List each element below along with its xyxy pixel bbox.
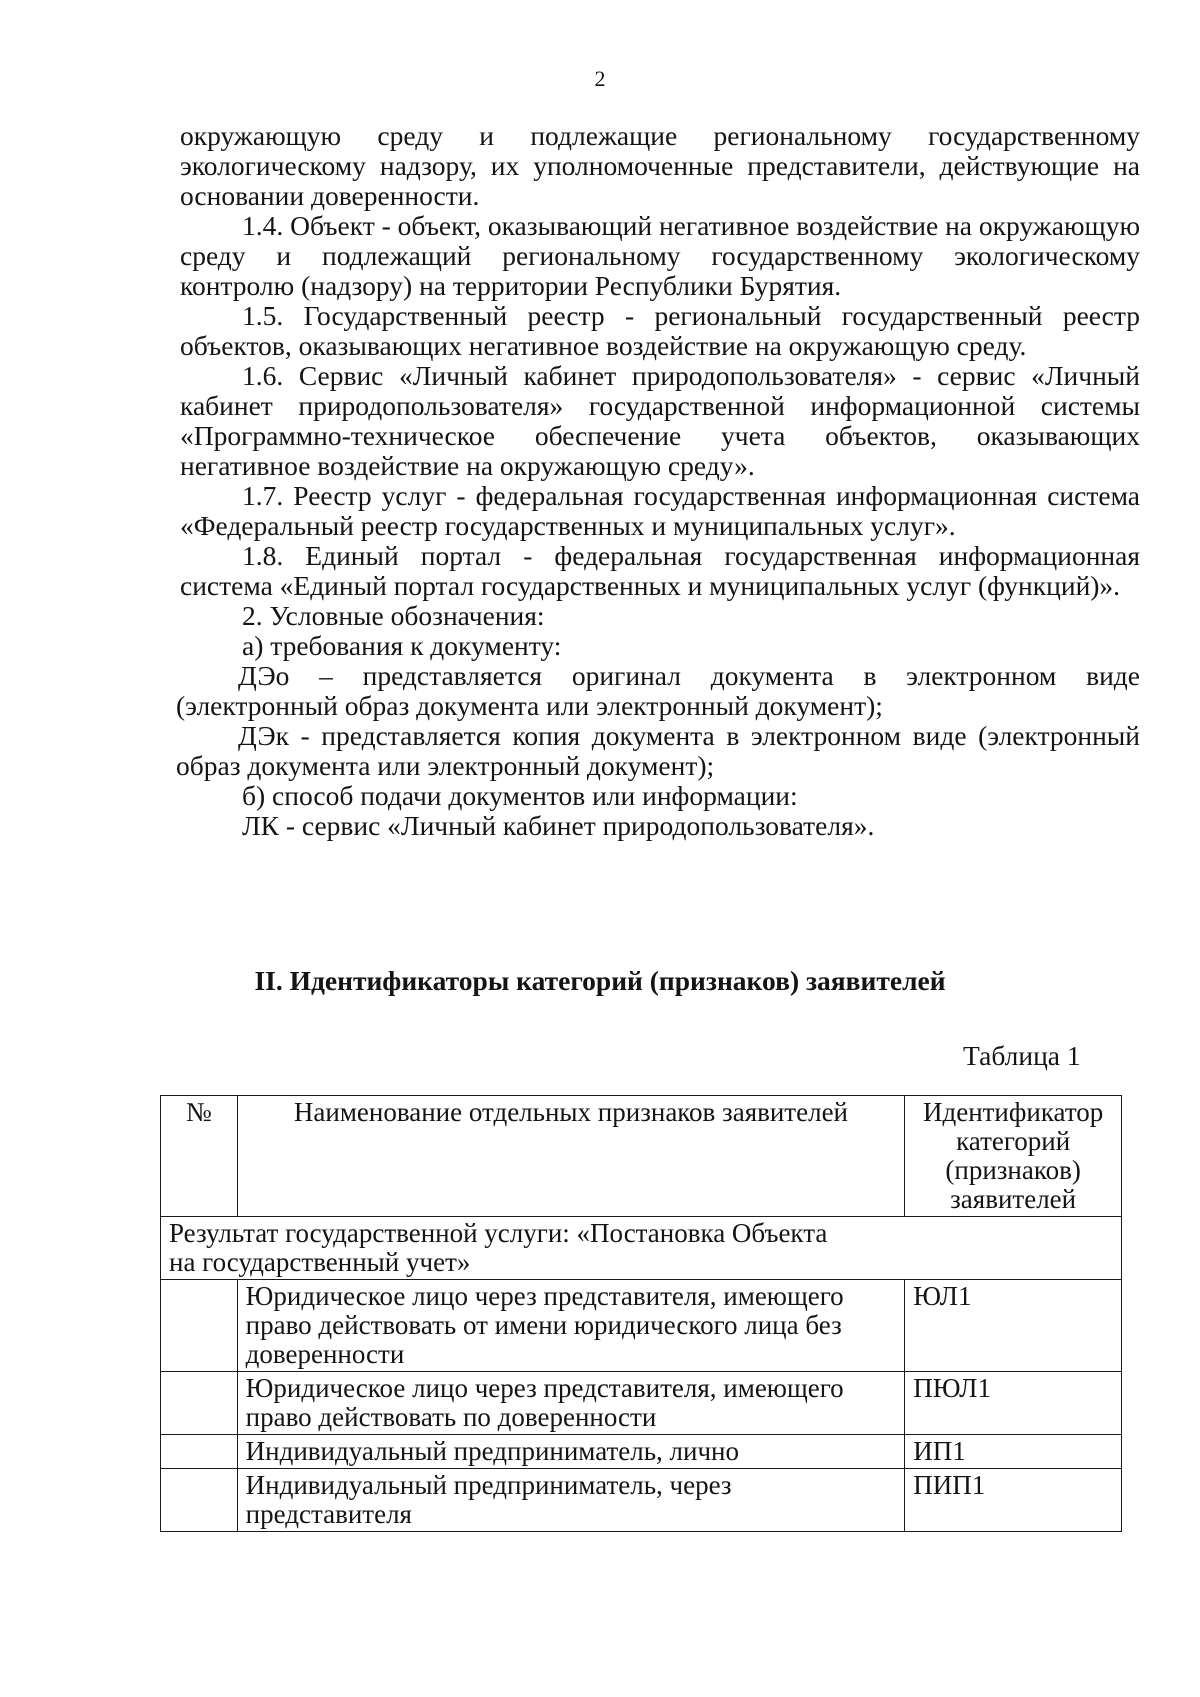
definition-personal-account: 1.6. Сервис «Личный кабинет природопользователя» - сервис «Личный кабинет природопользователя» государственной информационной системы «Программно-техническое обеспечение учета объектов, оказывающих негативное воздействие на окружающую среду». bbox=[180, 360, 1140, 481]
table-row bbox=[161, 1435, 1122, 1469]
definition-state-registry: 1.5. Государственный реестр - региональный государственный реестр объектов, оказывающих негативное воздействие на окружающую среду. bbox=[180, 300, 1140, 361]
page-number: 2 bbox=[594, 66, 606, 91]
row-identifier: ИП1 bbox=[905, 1435, 1122, 1469]
legend-deo: ДЭо – представляется оригинал документа в электронном виде (электронный образ документа или электронный документ); bbox=[176, 660, 1140, 721]
row-name: Индивидуальный предприниматель, через представителя bbox=[237, 1469, 905, 1532]
header-name: Наименование отдельных признаков заявителей bbox=[237, 1096, 905, 1217]
paragraph: окружающую среду и подлежащие региональному государственному экологическому надзору, их уполномоченные представители, действующие на основании доверенности. bbox=[180, 120, 1140, 211]
row-number bbox=[161, 1280, 238, 1372]
applicant-categories-table bbox=[160, 1095, 1122, 1532]
legend-dek: ДЭк - представляется копия документа в электронном виде (электронный образ документа или электронный документ); bbox=[176, 720, 1140, 781]
legend-title: 2. Условные обозначения: bbox=[242, 600, 545, 631]
row-number bbox=[161, 1372, 238, 1435]
definition-object: 1.4. Объект - объект, оказывающий негативное воздействие на окружающую среду и подлежащий региональному государственному экологическому контролю (надзору) на территории Республики Бурятия. bbox=[180, 210, 1140, 301]
header-identifier: Идентификатор категорий (признаков) заявителей bbox=[905, 1096, 1122, 1217]
legend-doc-requirements: а) требования к документу: bbox=[242, 630, 562, 661]
table-caption: Таблица 1 bbox=[963, 1040, 1081, 1071]
table-header-row bbox=[161, 1096, 1122, 1217]
row-identifier: ПЮЛ1 bbox=[905, 1372, 1122, 1435]
legend-lk: ЛК - сервис «Личный кабинет природопользователя». bbox=[242, 810, 875, 841]
result-cell bbox=[161, 1217, 1122, 1280]
row-name: Юридическое лицо через представителя, имеющего право действовать от имени юридического лица без доверенности bbox=[237, 1280, 905, 1372]
section-heading: II. Идентификаторы категорий (признаков) заявителей bbox=[254, 965, 946, 996]
table-row bbox=[161, 1469, 1122, 1532]
table-row bbox=[161, 1372, 1122, 1435]
body-text bbox=[176, 120, 1140, 841]
header-number: № bbox=[161, 1096, 238, 1217]
result-text: Результат государственной услуги: «Постановка Объекта на государственный учет» bbox=[169, 1218, 828, 1277]
definition-single-portal: 1.8. Единый портал - федеральная государственная информационная система «Единый портал государственных и муниципальных услуг (функций)». bbox=[180, 540, 1140, 601]
definition-services-registry: 1.7. Реестр услуг - федеральная государственная информационная система «Федеральный реестр государственных и муниципальных услуг». bbox=[180, 480, 1140, 541]
legend-submission-method: б) способ подачи документов или информации: bbox=[242, 780, 798, 811]
row-name: Индивидуальный предприниматель, лично bbox=[237, 1435, 905, 1469]
row-name: Юридическое лицо через представителя, имеющего право действовать по доверенности bbox=[237, 1372, 905, 1435]
row-identifier: ПИП1 bbox=[905, 1469, 1122, 1532]
table-result-row bbox=[161, 1217, 1122, 1280]
row-number bbox=[161, 1435, 238, 1469]
row-number bbox=[161, 1469, 238, 1532]
table-row bbox=[161, 1280, 1122, 1372]
row-identifier: ЮЛ1 bbox=[905, 1280, 1122, 1372]
